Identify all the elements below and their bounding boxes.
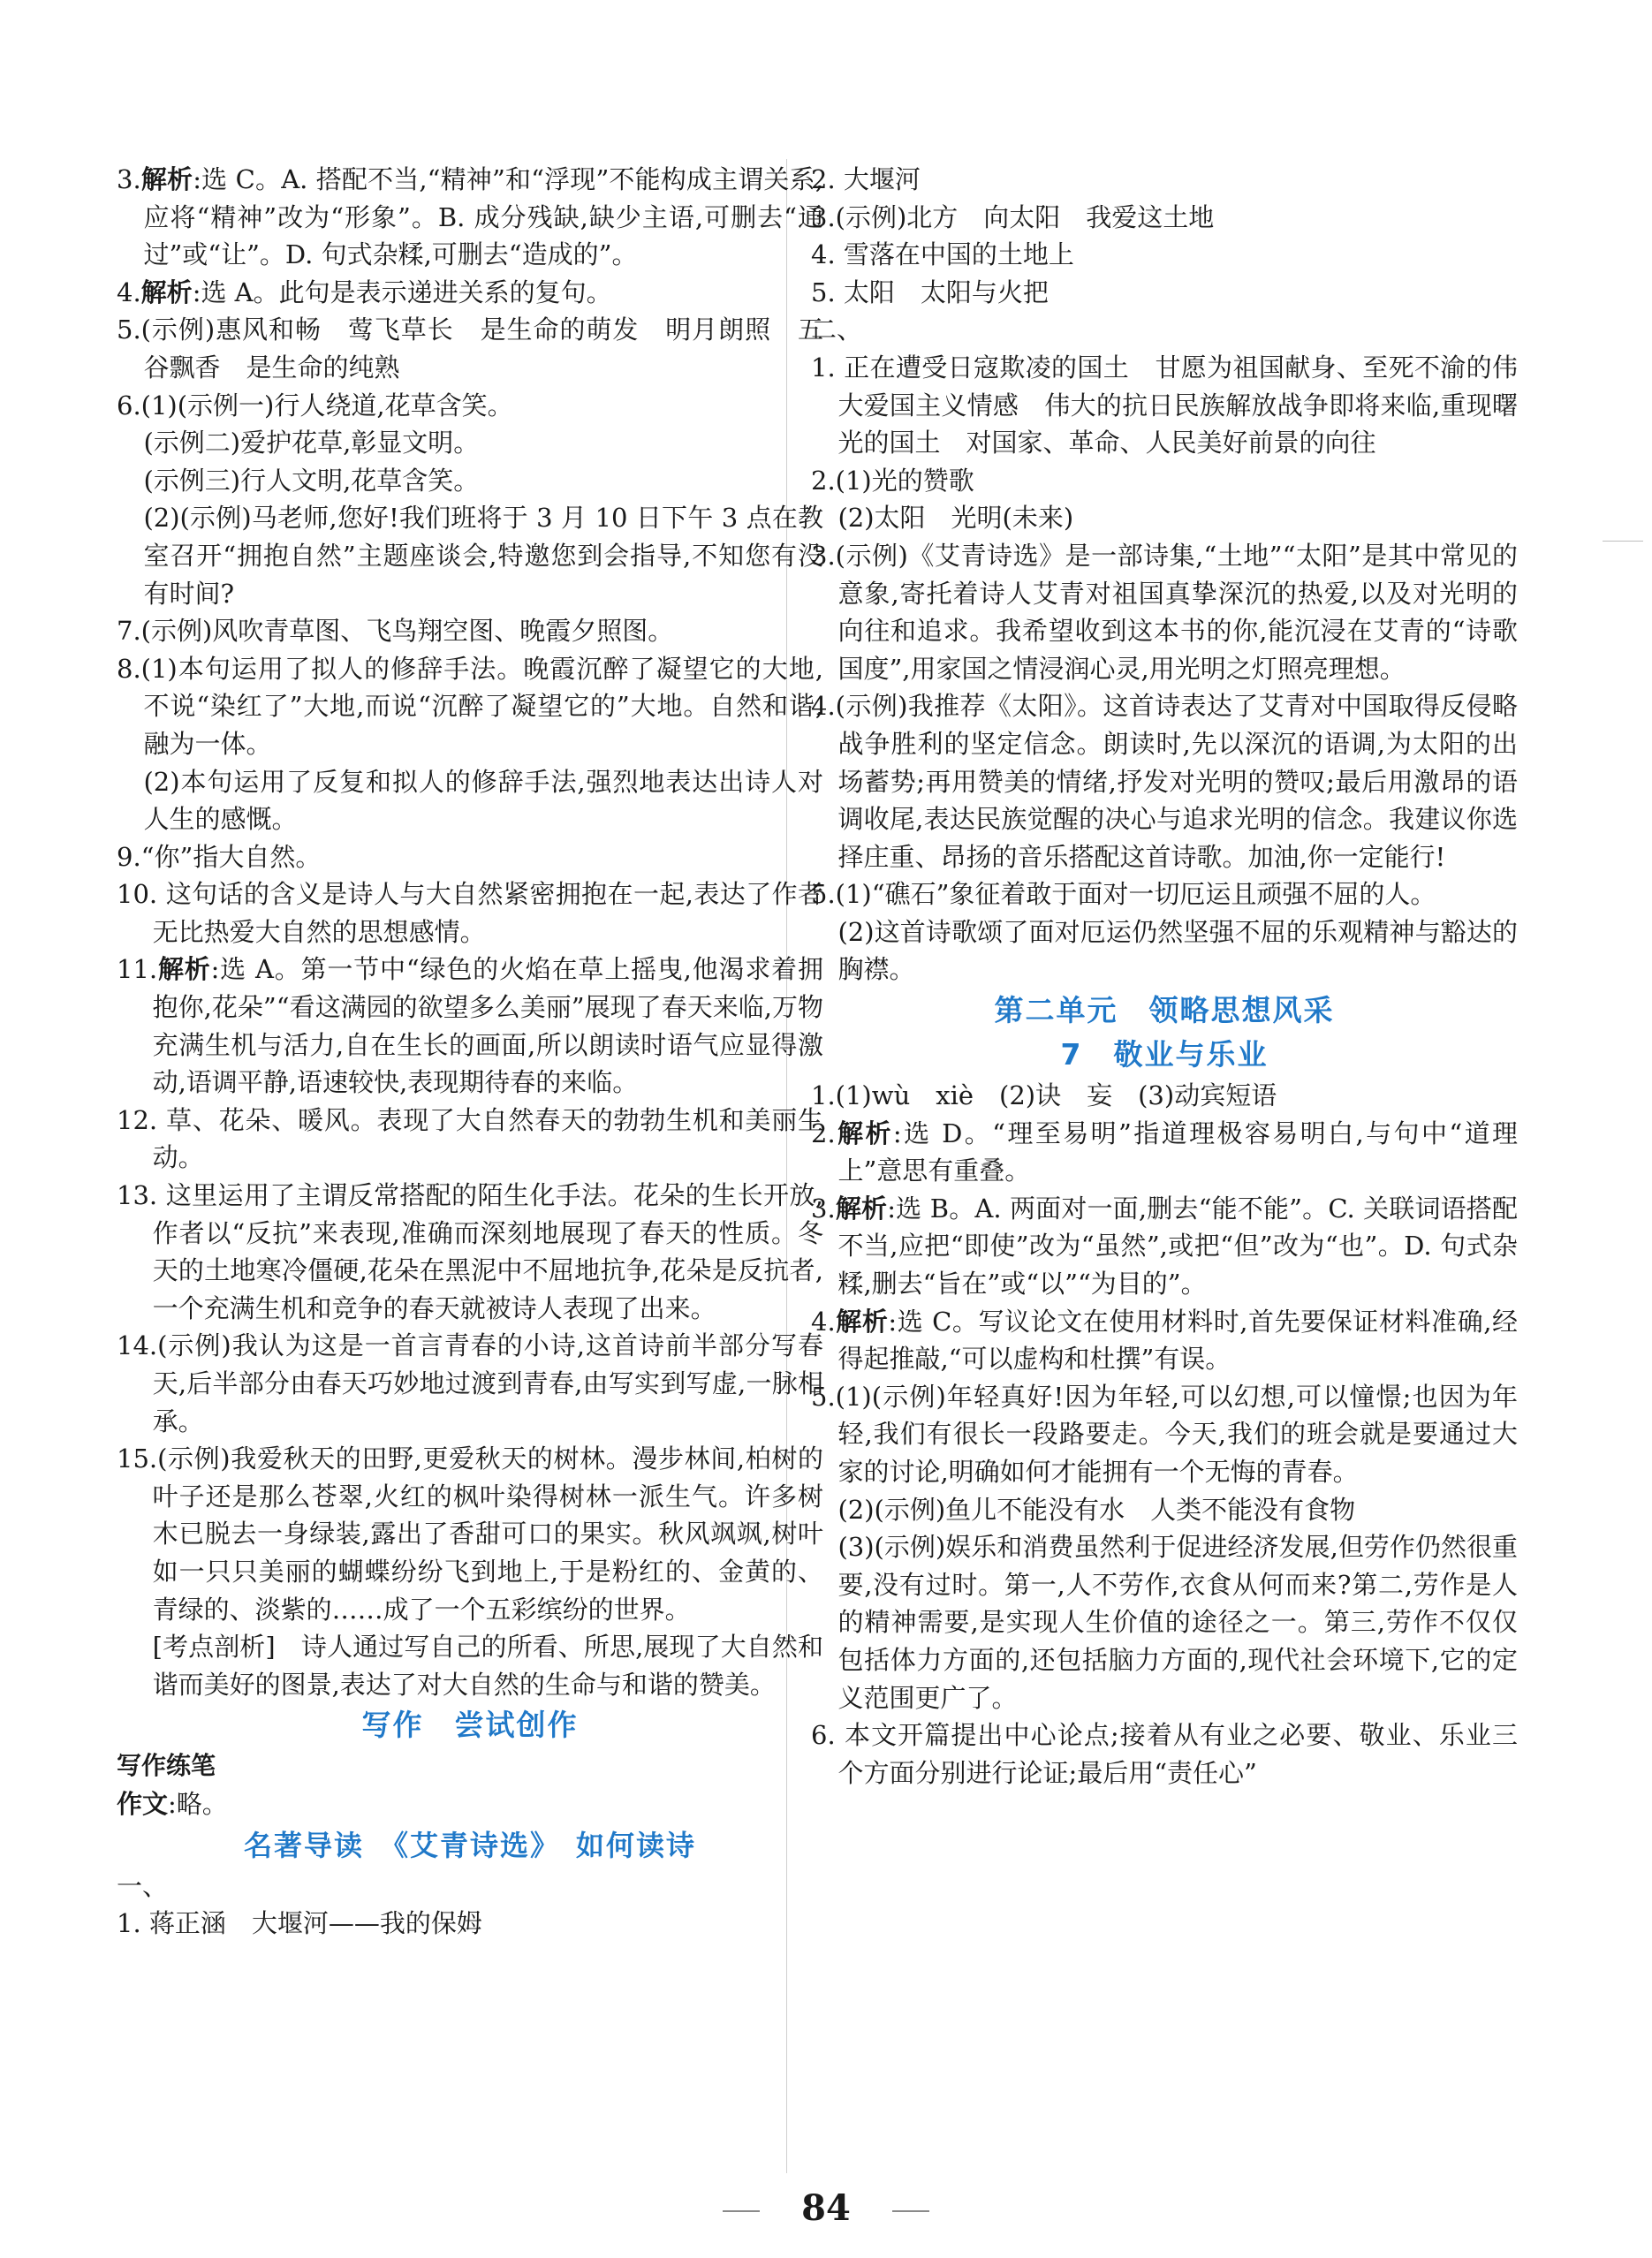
answer-14: 14.(示例)我认为这是一首言青春的小诗,这首诗前半部分写春天,后半部分由春天巧妙地过渡到青春,由写实到写虚,一脉相承。	[117, 1330, 823, 1436]
analysis-label: 解析	[140, 164, 193, 194]
answer-13: 13. 这里运用了主谓反常搭配的陌生化手法。花朵的生长开放,作者以“反抗”来表现,准确而深刻地展现了春天的性质。冬天的土地寒冷僵硬,花朵在黑泥中不屈地抗争,花朵是反抗者,一个充满生机和竞争的春天就被诗人表现了出来。	[117, 1180, 823, 1323]
writing-practice-label: 写作练笔	[117, 1751, 216, 1781]
answer-10: 10. 这句话的含义是诗人与大自然紧密拥抱在一起,表达了作者无比热爱大自然的思想感情。	[117, 879, 823, 947]
analysis-label: 解析	[835, 1193, 888, 1224]
lesson7-answer-1: 1.(1)wù xiè (2)诀 妄 (3)动宾短语	[811, 1080, 1277, 1111]
right-column	[811, 161, 1518, 1792]
lesson7-answer-5-1: 5.(1)(示例)年轻真好!因为年轻,可以幻想,可以憧憬;也因为年轻,我们有很长一段路要走。今天,我们的班会就是要通过大家的讨论,明确如何才能拥有一个无悔的青春。	[811, 1381, 1518, 1487]
answer-11: 11.解析:选 A。第一节中“绿色的火焰在草上摇曳,他渴求着拥抱你,花朵”“看这满园的欲望多么美丽”展现了春天来临,万物充满生机与活力,自在生长的画面,所以朗读时语气应显得激动,语调平静,语速较快,表现期待春的来临。	[117, 954, 823, 1098]
kaodian-analysis: [考点剖析] 诗人通过写自己的所看、所思,展现了大自然和谐而美好的图景,表达了对大自然的生命与和谐的赞美。	[152, 1632, 823, 1700]
section2-answer-5-1: 5.(1)“礁石”象征着敢于面对一切厄运且顽强不屈的人。	[811, 879, 1436, 910]
classics-answer-5: 5. 太阳 太阳与火把	[811, 277, 1049, 307]
classics-answer-1: 1. 蒋正涵 大堰河——我的保姆	[117, 1908, 482, 1939]
answer-15: 15.(示例)我爱秋天的田野,更爱秋天的树林。漫步林间,柏树的叶子还是那么苍翠,火红的枫叶染得树林一派生气。许多树木已脱去一身绿装,露出了香甜可口的果实。秋风飒飒,树叶如一只只美丽的蝴蝶纷纷飞到地上,于是粉红的、金黄的、青绿的、淡紫的……成了一个五彩缤纷的世界。	[117, 1443, 823, 1625]
lesson7-answer-5-2: (2)(示例)鱼儿不能没有水 人类不能没有食物	[837, 1494, 1356, 1525]
answer-8-2: (2)本句运用了反复和拟人的修辞手法,强烈地表达出诗人对人生的感慨。	[143, 766, 823, 835]
lesson7-answer-4: 4.解析:选 C。写议论文在使用材料时,首先要保证材料准确,经得起推敲,“可以虚构和杜撰”有误。	[811, 1306, 1518, 1375]
essay-line: 作文:略。	[117, 1788, 228, 1819]
answer-5: 5.(示例)惠风和畅 莺飞草长 是生命的萌发 明月朗照 五谷飘香 是生命的纯熟	[117, 314, 823, 383]
section2-answer-5-2: (2)这首诗歌颂了面对厄运仍然坚强不屈的乐观精神与豁达的胸襟。	[837, 916, 1518, 985]
answer-8-1: 8.(1)本句运用了拟人的修辞手法。晚霞沉醉了凝望它的大地,不说“染红了”大地,而说“沉醉了凝望它的”大地。自然和谐,融为一体。	[117, 653, 823, 759]
lesson-7-heading: 7 敬业与乐业	[1060, 1037, 1269, 1072]
analysis-label: 解析	[835, 1118, 893, 1148]
left-column	[117, 161, 823, 1943]
classics-answer-2: 2. 大堰河	[811, 164, 921, 194]
answer-7: 7.(示例)风吹青草图、飞鸟翔空图、晚霞夕照图。	[117, 616, 674, 647]
answer-6-1: 6.(1)(示例一)行人绕道,花草含笑。	[117, 390, 513, 421]
lesson7-answer-2: 2.解析:选 D。“理至易明”指道理极容易明白,与句中“道理上”意思有重叠。	[811, 1118, 1518, 1186]
answer-6-1-example2: (示例二)爱护花草,彰显文明。	[143, 428, 480, 458]
lesson7-answer-6: 6. 本文开篇提出中心论点;接着从有业之必要、敬业、乐业三个方面分别进行论证;最后用“责任心”	[811, 1720, 1518, 1788]
lesson7-answer-3: 3.解析:选 B。A. 两面对一面,删去“能不能”。C. 关联词语搭配不当,应把“即使”改为“虽然”,或把“但”改为“也”。D. 句式杂糅,删去“旨在”或“以”“为目的”。	[811, 1193, 1518, 1299]
answer-6-2: (2)(示例)马老师,您好!我们班将于 3 月 10 日下午 3 点在教室召开“拥抱自然”主题座谈会,特邀您到会指导,不知您有没有时间?	[143, 503, 823, 609]
section2-answer-3: 3.(示例)《艾青诗选》是一部诗集,“土地”“太阳”是其中常见的意象,寄托着诗人艾青对祖国真挚深沉的热爱,以及对光明的向往和追求。我希望收到这本书的你,能沉浸在艾青的“诗歌国度”,用家国之情浸润心灵,用光明之灯照亮理想。	[811, 540, 1518, 684]
page-number: 84	[801, 2187, 851, 2229]
margin-mark	[1603, 541, 1643, 542]
analysis-label: 解析	[157, 954, 211, 985]
section2-answer-1: 1. 正在遭受日寇欺凌的国土 甘愿为祖国献身、至死不渝的伟大爱国主义情感 伟大的抗日民族解放战争即将来临,重现曙光的国土 对国家、革命、人民美好前景的向往	[811, 352, 1518, 458]
writing-heading: 写作 尝试创作	[361, 1708, 579, 1743]
classics-reading-heading: 名著导读 《艾青诗选》 如何读诗	[243, 1828, 696, 1862]
page-number-rule-right	[892, 2210, 929, 2212]
unit-two-heading: 第二单元 领略思想风采	[994, 993, 1335, 1028]
analysis-label: 解析	[140, 277, 193, 307]
answer-3: 3.解析:选 C。A. 搭配不当,“精神”和“浮现”不能构成主谓关系,应将“精神”改为“形象”。B. 成分残缺,缺少主语,可删去“通过”或“让”。D. 句式杂糅,可删去“造成的”。	[117, 164, 823, 270]
section2-answer-2-2: (2)太阳 光明(未来)	[837, 503, 1074, 534]
answer-12: 12. 草、花朵、暖风。表现了大自然春天的勃勃生机和美丽生动。	[117, 1104, 823, 1173]
lesson7-answer-5-3: (3)(示例)娱乐和消费虽然利于促进经济发展,但劳作仍然很重要,没有过时。第一,人不劳作,衣食从何而来?第二,劳作是人的精神需要,是实现人生价值的途径之一。第三,劳作不仅仅包括体力方面的,还包括脑力方面的,现代社会环境下,它的定义范围更广了。	[837, 1532, 1518, 1713]
section2-answer-4: 4.(示例)我推荐《太阳》。这首诗表达了艾青对中国取得反侵略战争胜利的坚定信念。朗读时,先以深沉的语调,为太阳的出场蓄势;再用赞美的情绪,抒发对光明的赞叹;最后用激昂的语调收尾,表达民族觉醒的决心与追求光明的信念。我建议你选择庄重、昂扬的音乐搭配这首诗歌。加油,你一定能行!	[811, 691, 1518, 872]
answer-6-1-example3: (示例三)行人文明,花草含笑。	[143, 465, 480, 496]
section2-answer-2-1: 2.(1)光的赞歌	[811, 465, 974, 496]
classics-answer-3: 3.(示例)北方 向太阳 我爱这土地	[811, 201, 1215, 232]
essay-label: 作文	[117, 1788, 169, 1819]
answer-4: 4.解析:选 A。此句是表示递进关系的复句。	[117, 277, 612, 307]
analysis-label: 解析	[835, 1306, 889, 1337]
section-one-marker: 一、	[117, 1870, 169, 1901]
classics-answer-4: 4. 雪落在中国的土地上	[811, 239, 1074, 270]
answer-9: 9.“你”指大自然。	[117, 841, 322, 872]
section-two-marker: 二、	[811, 314, 863, 345]
